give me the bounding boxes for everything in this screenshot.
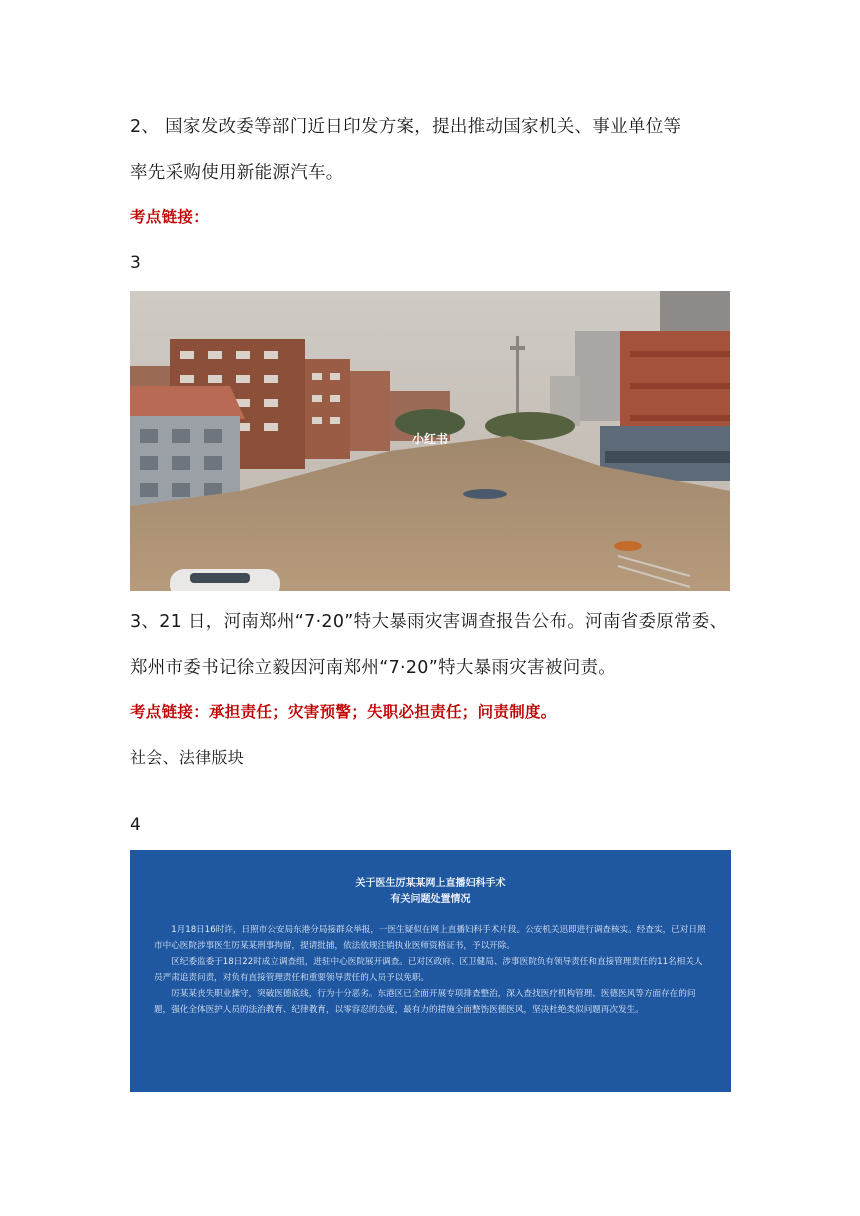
- notice-title-1: 关于医生厉某某网上直播妇科手术: [355, 878, 506, 889]
- notice-paragraph-2: 区纪委监委于18日22时成立调查组，进驻中心医院展开调查。已对区政府、区卫健局、涉事医院负有领导责任和直接管理责任的11名相关人员严肃追责问责，对负有直接管理责任和重要领导责任的人员予以免职。: [154, 957, 703, 983]
- item2-line2: 率先采购使用新能源汽车。: [130, 163, 344, 183]
- notice-image: [130, 850, 731, 1092]
- item3-link: 考点链接：承担责任；灾害预警；失职必担责任；问责制度。: [130, 703, 557, 721]
- item3-paragraph: [130, 599, 735, 691]
- item3-line1: 3、21 日，河南郑州“7·20”特大暴雨灾害调查报告公布。河南省委原常委、: [130, 612, 728, 632]
- notice-paragraph-1: 1月18日16时许，日照市公安局东港分局接群众举报，一医生疑似在网上直播妇科手术片段。公安机关迅即进行调查核实。经查实，已对日照市中心医院涉事医生厉某某刑事拘留，提请批捕，依法依规注销执业医师资格证书，予以开除。: [154, 925, 706, 951]
- notice-paragraph-3: 厉某某丧失职业操守，突破医德底线，行为十分恶劣。东港区已全面开展专项排查整治，深入查找医疗机构管理、医德医风等方面存在的问题，强化全体医护人员的法治教育、纪律教育，以零容忍的态度，最有力的措施全面整饬医德医风，坚决杜绝类似问题再次发生。: [154, 989, 696, 1015]
- notice-title-2: 有关问题处置情况: [390, 894, 471, 905]
- number-3: 3: [130, 253, 142, 273]
- item2-link-label: 考点链接：: [130, 208, 210, 226]
- item2-paragraph: [130, 104, 735, 196]
- item2-line1: 2、 国家发改委等部门近日印发方案，提出推动国家机关、事业单位等: [130, 117, 682, 137]
- section-title: 社会、法律版块: [130, 748, 245, 767]
- watermark-text: 小红书: [411, 432, 449, 446]
- item3-line2: 郑州市委书记徐立毅因河南郑州“7·20”特大暴雨灾害被问责。: [130, 658, 617, 678]
- number-4: 4: [130, 815, 142, 835]
- flood-photo: [130, 291, 730, 591]
